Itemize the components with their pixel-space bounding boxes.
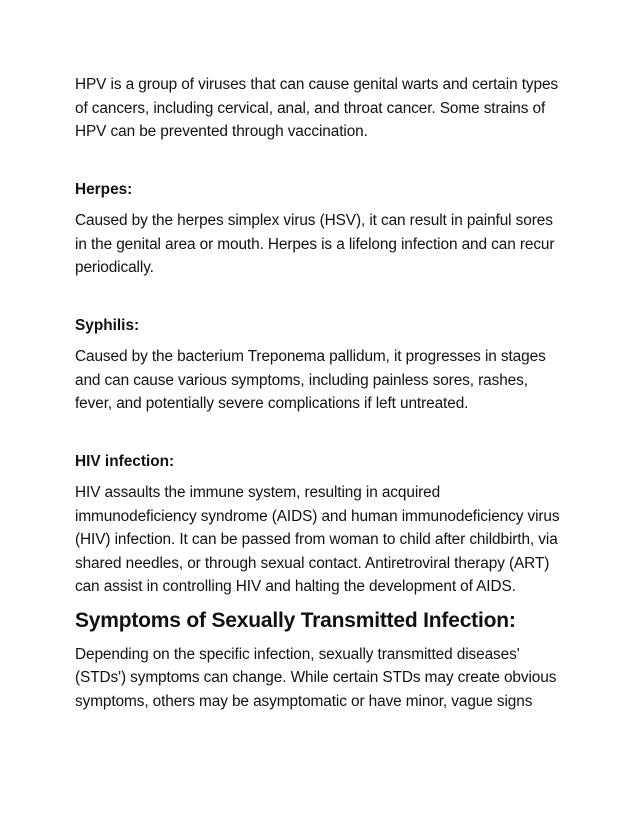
hiv-paragraph: HIV assaults the immune system, resulting in acquired immunodeficiency syndrome (AIDS) and human immunodeficiency virus (HIV) infection. It can be passed from woman to child after childbirth, via shared needles, or through sexual contact. Antiretroviral therapy (ART) can assist in controlling HIV and halting the development of AIDS. <box>75 484 560 595</box>
syphilis-paragraph: Caused by the bacterium Treponema pallidum, it progresses in stages and can cause various symptoms, including painless sores, rashes, fever, and potentially severe complications if left untreated. <box>75 348 546 412</box>
herpes-heading: Herpes: <box>75 180 133 198</box>
symptoms-section-title: Symptoms of Sexually Transmitted Infection: <box>75 608 516 632</box>
document-page <box>75 73 565 713</box>
syphilis-heading: Syphilis: <box>75 316 140 334</box>
symptoms-paragraph: Depending on the specific infection, sexually transmitted diseases' (STDs') symptoms can change. While certain STDs may create obvious symptoms, others may be asymptomatic or have minor, vague signs <box>75 645 557 710</box>
hiv-heading: HIV infection: <box>75 452 175 470</box>
herpes-paragraph: Caused by the herpes simplex virus (HSV), it can result in painful sores in the genital area or mouth. Herpes is a lifelong infection and can recur periodically. <box>75 212 555 276</box>
hpv-paragraph: HPV is a group of viruses that can cause genital warts and certain types of cancers, including cervical, anal, and throat cancer. Some strains of HPV can be prevented through vaccination. <box>75 76 558 140</box>
